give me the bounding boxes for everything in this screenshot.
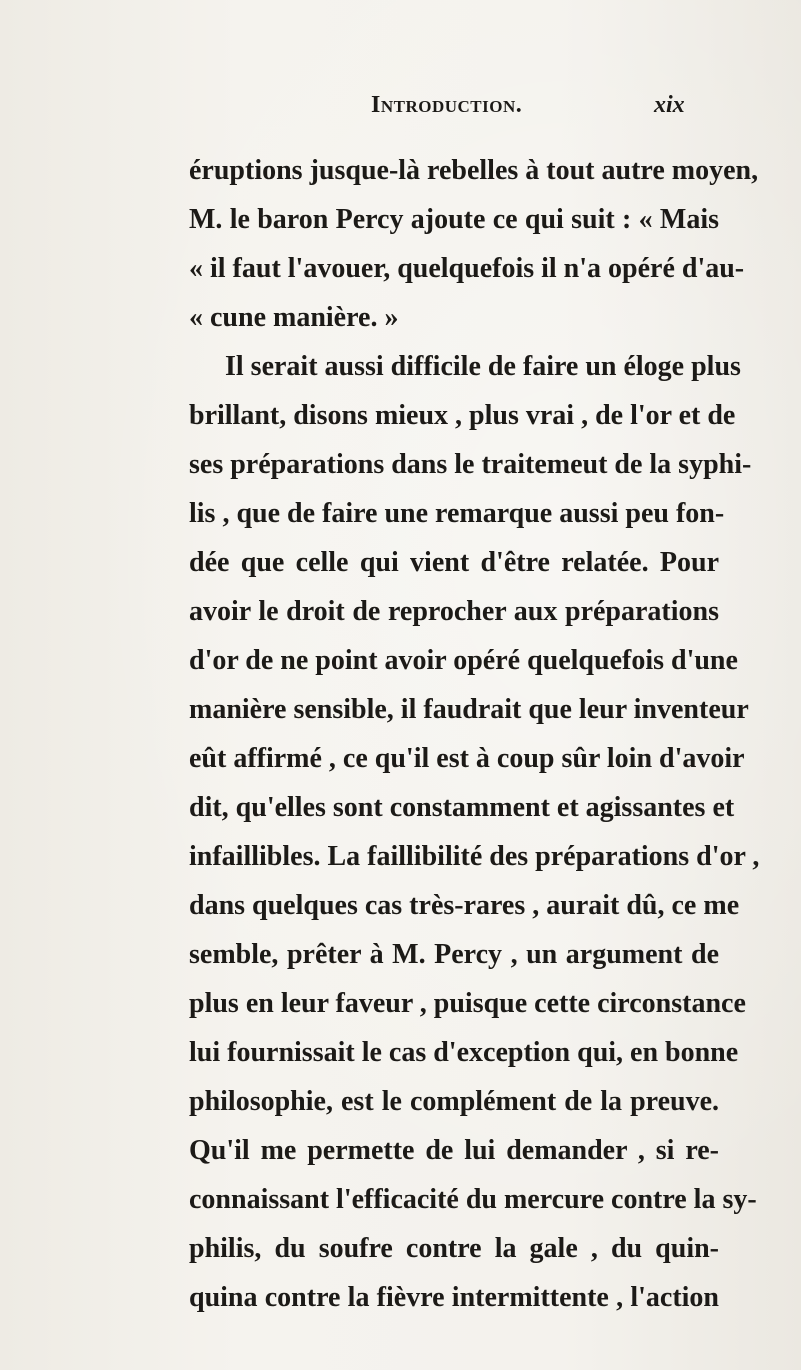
text-line: semble, prêter à M. Percy , un argument de — [189, 939, 719, 970]
text-line: dit, qu'elles sont constamment et agissantes et — [189, 792, 735, 823]
text-line: philosophie, est le complément de la preuve. — [189, 1086, 719, 1117]
running-head — [0, 92, 801, 122]
text-line: dée que celle qui vient d'être relatée. Pour — [189, 547, 719, 578]
running-head-title: Introduction. — [371, 92, 523, 118]
text-line: philis, du soufre contre la gale , du quin- — [189, 1233, 719, 1264]
text-line: avoir le droit de reprocher aux préparations — [189, 596, 719, 627]
text-line: ses préparations dans le traitemeut de la syphi- — [189, 449, 752, 480]
text-line: M. le baron Percy ajoute ce qui suit : « Mais — [189, 204, 719, 235]
page-number: xix — [654, 92, 685, 118]
text-line: Il serait aussi difficile de faire un éloge plus — [225, 351, 741, 382]
text-line: « il faut l'avouer, quelquefois il n'a opéré d'au- — [189, 253, 745, 284]
text-line: dans quelques cas très-rares , aurait dû, ce me — [189, 890, 740, 921]
text-line: quina contre la fièvre intermittente , l'action — [189, 1282, 719, 1313]
text-line: manière sensible, il faudrait que leur inventeur — [189, 694, 749, 725]
text-line: lis , que de faire une remarque aussi peu fon- — [189, 498, 725, 529]
text-line: « cune manière. » — [189, 302, 399, 333]
text-line: lui fournissait le cas d'exception qui, en bonne — [189, 1037, 739, 1068]
text-line: d'or de ne point avoir opéré quelquefois d'une — [189, 645, 738, 676]
text-line: eût affirmé , ce qu'il est à coup sûr loin d'avoir — [189, 743, 745, 774]
text-line: brillant, disons mieux , plus vrai , de l'or et de — [189, 400, 736, 431]
text-line: infaillibles. La faillibilité des préparations d'or , — [189, 841, 760, 872]
body-text — [189, 146, 760, 1322]
text-line: plus en leur faveur , puisque cette circonstance — [189, 988, 746, 1019]
text-line: connaissant l'efficacité du mercure contre la sy- — [189, 1184, 757, 1215]
text-line: éruptions jusque-là rebelles à tout autre moyen, — [189, 155, 759, 186]
text-line: Qu'il me permette de lui demander , si re- — [189, 1135, 719, 1166]
